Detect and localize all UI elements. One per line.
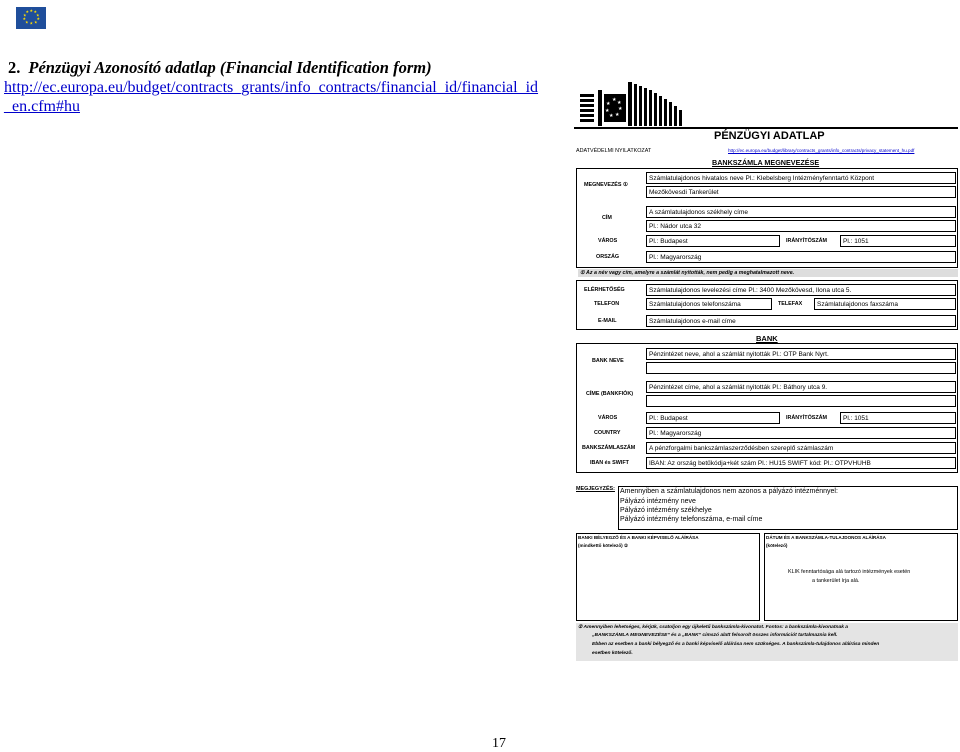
svg-text:★: ★ [33,9,38,14]
label-name: MEGNEVEZÉS ① [584,182,628,188]
holder-signature-title: DÁTUM ÉS A BANKSZÁMLA-TULAJDONOS ALÁÍRÁSA [766,535,886,540]
account-section-title: BANKSZÁMLA MEGNEVEZÉSE [712,158,820,167]
svg-text:★: ★ [25,9,30,14]
svg-text:★: ★ [617,100,622,106]
holder-signature-sub: (kötelező) [766,543,788,548]
bank-city-field[interactable]: Pl.: Budapest [646,412,780,424]
svg-text:★: ★ [36,16,41,21]
page-number: 17 [492,736,506,751]
label-phone: TELEFON [594,301,620,307]
remarks-line-2: Pályázó intézmény neve [620,498,696,505]
form-title: PÉNZÜGYI ADATLAP [714,130,825,142]
svg-text:★: ★ [605,108,610,114]
svg-text:★: ★ [25,19,29,25]
postcode-field[interactable]: Pl.: 1051 [840,235,956,247]
remarks-line-4: Pályázó intézmény telefonszáma, e-mail címe [620,516,763,523]
section-title: Pénzügyi Azonosító adatlap (Financial Identification form) [28,58,432,77]
svg-text:★: ★ [29,20,34,26]
note-1: ① Az a név vagy cím, amelyre a számlát nyitották, nem pedig a meghatalmazott neve. [578,269,958,277]
svg-text:★: ★ [36,12,40,18]
address-line-1[interactable]: A számlatulajdonos székhely címe [646,206,956,218]
label-bank-country: COUNTRY [594,430,621,436]
bank-signature-title: BANKI BÉLYEGZŐ ÉS A BANKI KÉPVISELŐ ALÁÍRÁSA [578,535,699,540]
footnote-line-3: Ebben az esetben a banki bélyegző és a banki képviselő aláírása nem szükséges. A bankszámla-tulajdonos aláírása minden [592,642,880,647]
remarks-line-3: Pályázó intézmény székhelye [620,507,712,514]
section-heading [8,58,432,78]
phone-field[interactable]: Számlatulajdonos telefonszáma [646,298,772,310]
svg-text:★: ★ [612,97,617,103]
branch-address-field[interactable]: Pénzintézet címe, ahol a számlát nyitották Pl.: Báthory utca 9. [646,381,956,393]
label-country: ORSZÁG [596,254,620,260]
financial-id-form [574,80,960,660]
bank-name-field-2[interactable] [646,362,956,374]
country-field[interactable]: Pl.: Magyarország [646,251,956,263]
label-email: E-MAIL [598,318,617,324]
svg-text:★: ★ [29,8,34,13]
label-bank-name: BANK NEVE [592,358,624,364]
holder-signature-box[interactable] [764,533,958,621]
remarks-label: MEGJEGYZÉS: [576,486,615,492]
footnote-line-4: esetben kötelező. [592,651,633,656]
label-iban: IBAN és SWIFT [590,460,629,466]
name-line-1[interactable]: Számlatulajdonos hivatalos neve Pl.: Klebelsberg Intézményfenntartó Központ [646,172,956,184]
svg-text:★: ★ [22,16,27,21]
holder-note-1: KLIK fenntartóságа alá tartozó intézmények esetén [788,569,911,575]
email-field[interactable]: Számlatulajdonos e-mail címe [646,315,956,327]
account-field[interactable]: A pénzforgalmi bankszámlaszerződésben szereplő számlaszám [646,442,956,454]
svg-text:★: ★ [34,19,38,25]
privacy-link[interactable]: http://ec.europa.eu/budget/library/contracts_grants/info_contracts/privacy_statement_hu.pdf [728,148,915,153]
label-branch-address: CÍME (BANKFIÓK) [586,391,634,397]
label-fax: TELEFAX [778,301,803,307]
label-bank-postcode: IRÁNYÍTÓSZÁM [786,415,828,421]
footnote-line-1: ② Amennyiben lehetséges, kérjük, csatoljon egy újkeletű bankszámla-kivonatot. Fontos: a bankszámla-kivonatnak a [578,625,849,630]
address-line-2[interactable]: Pl.: Nádor utca 32 [646,220,956,232]
ec-building-logo [578,80,688,128]
svg-text:★: ★ [618,106,623,112]
bank-postcode-field[interactable]: Pl.: 1051 [840,412,956,424]
label-contact: ELÉRHETŐSÉG [584,287,625,293]
svg-text:★: ★ [23,12,27,18]
label-bank-city: VÁROS [598,415,618,421]
city-field[interactable]: Pl.: Budapest [646,235,780,247]
label-account: BANKSZÁMLASZÁM [582,445,636,451]
svg-text:★: ★ [606,101,611,107]
remarks-line-1: Amennyiben a számlatulajdonos nem azonos a pályázó intézménnyel: [620,488,838,495]
footnote-line-2: „BANKSZÁMLA MEGNEVEZÉSE” és a „BANK” címszó alatt felsorolt összes információt tartalmaznia kell. [592,633,838,638]
branch-address-field-2[interactable] [646,395,956,407]
eu-flag-icon [16,7,46,29]
privacy-label: ADATVÉDELMI NYILATKOZAT [576,148,652,154]
holder-note-2: a tankerület írja alá. [812,578,860,584]
bank-name-field[interactable]: Pénzintézet neve, ahol a számlát nyitották Pl.: OTP Bank Nyrt. [646,348,956,360]
label-postcode: IRÁNYÍTÓSZÁM [786,238,828,244]
svg-text:★: ★ [609,113,614,119]
fax-field[interactable]: Számlatulajdonos faxszáma [814,298,956,310]
financial-id-link[interactable]: http://ec.europa.eu/budget/contracts_grants/info_contracts/financial_id/financial_id_en.cfm#hu [4,79,539,115]
iban-field[interactable]: IBAN: Az ország betűkódja+két szám Pl.: HU15 SWIFT kód: Pl.: OTPVHUHB [646,457,956,469]
name-line-2[interactable]: Mezőkövesdi Tankerület [646,186,956,198]
label-city: VÁROS [598,238,618,244]
label-address: CÍM [602,215,612,221]
svg-text:★: ★ [615,112,620,118]
bank-country-field[interactable]: Pl.: Magyarország [646,427,956,439]
top-rule [574,127,958,129]
section-number: 2. [8,58,21,77]
contact-field[interactable]: Számlatulajdonos levelezési címe Pl.: 3400 Mezőkövesd, Ilona utca 5. [646,284,956,296]
bank-section-title: BANK [756,334,778,343]
bank-signature-sub: (mindkettő kötelező) ② [578,543,629,548]
